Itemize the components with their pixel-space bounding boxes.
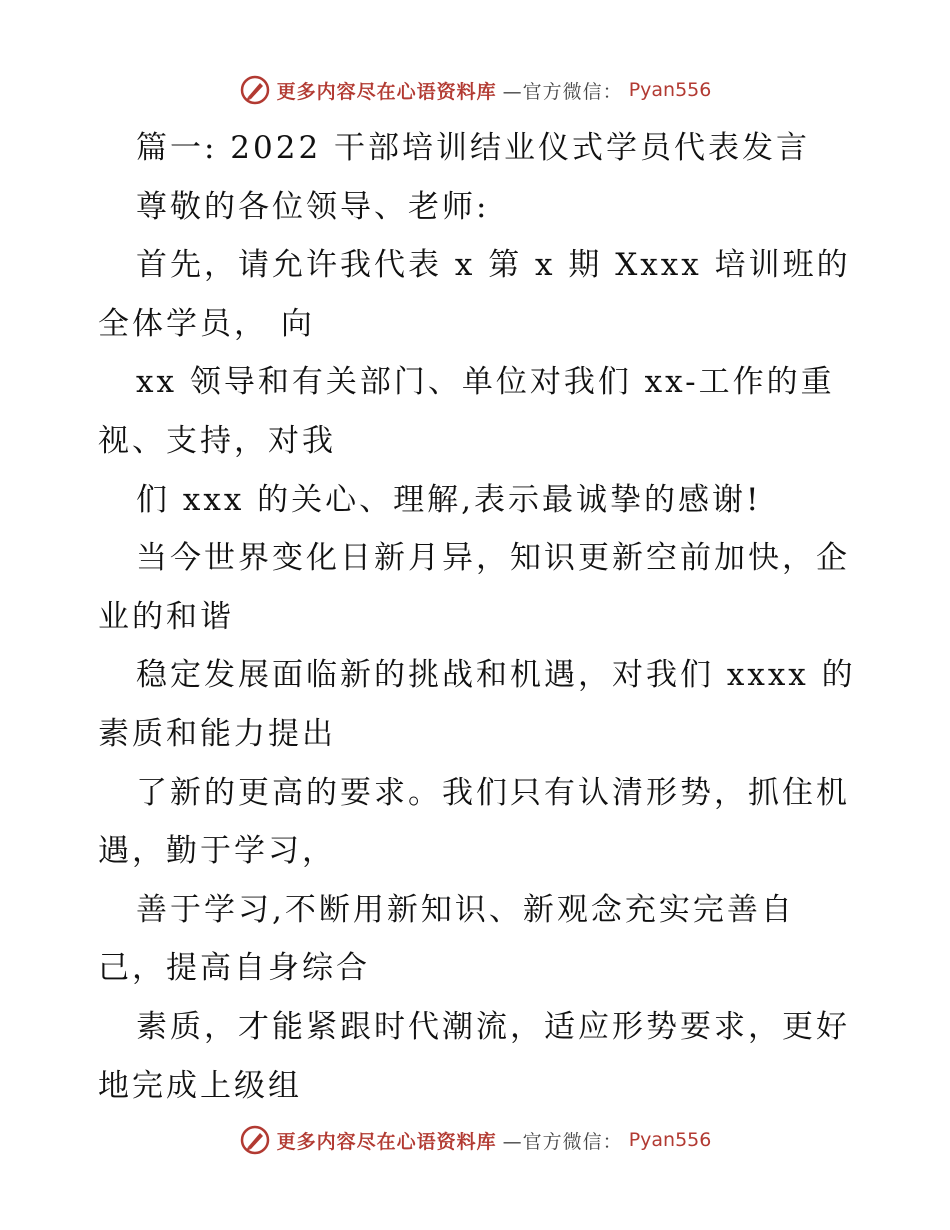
watermark-main-text: 更多内容尽在心语资料库 xyxy=(276,1130,497,1153)
header-watermark xyxy=(0,70,950,110)
text-line: 素质和能力提出 xyxy=(98,715,336,752)
text-line: 业的和谐 xyxy=(98,598,234,635)
text-line: 己，提高自身综合 xyxy=(98,950,370,987)
text-line: 稳定发展面临新的挑战和机遇，对我们 xxxx 的 xyxy=(136,657,856,694)
text-line: xx 领导和有关部门、单位对我们 xx-工作的重 xyxy=(136,364,835,401)
text-line: 全体学员， 向 xyxy=(98,305,315,342)
text-line: 遇，勤于学习， xyxy=(98,833,336,870)
text-line: 们 xxx 的关心、理解,表示最诚挚的感谢! xyxy=(136,481,762,518)
text-line: 视、支持，对我 xyxy=(98,422,336,459)
text-line: 了新的更高的要求。我们只有认清形势，抓住机 xyxy=(136,774,850,811)
document-title: 篇一: 2022 干部培训结业仪式学员代表发言 xyxy=(136,130,811,166)
pen-circle-logo-icon xyxy=(239,74,271,106)
footer-watermark xyxy=(0,1120,950,1160)
watermark-sub-text: —官方微信： xyxy=(502,80,623,103)
salutation-line: 尊敬的各位领导、老师: xyxy=(136,188,490,225)
text-line: 地完成上级组 xyxy=(98,1067,302,1104)
watermark-sub-text: —官方微信： xyxy=(502,1130,623,1153)
watermark-main-text: 更多内容尽在心语资料库 xyxy=(276,80,497,103)
text-line: 首先，请允许我代表 x 第 x 期 Xxxx 培训班的 xyxy=(136,247,851,284)
watermark-wechat-id: Pyan556 xyxy=(628,79,712,101)
document-body xyxy=(98,124,858,1120)
text-line: 善于学习,不断用新知识、新观念充实完善自 xyxy=(136,891,795,928)
text-line: 素质，才能紧跟时代潮流，适应形势要求，更好 xyxy=(136,1008,850,1045)
watermark-wechat-id: Pyan556 xyxy=(628,1129,712,1151)
text-line: 当今世界变化日新月异，知识更新空前加快，企 xyxy=(136,540,850,577)
pen-circle-logo-icon xyxy=(239,1124,271,1156)
